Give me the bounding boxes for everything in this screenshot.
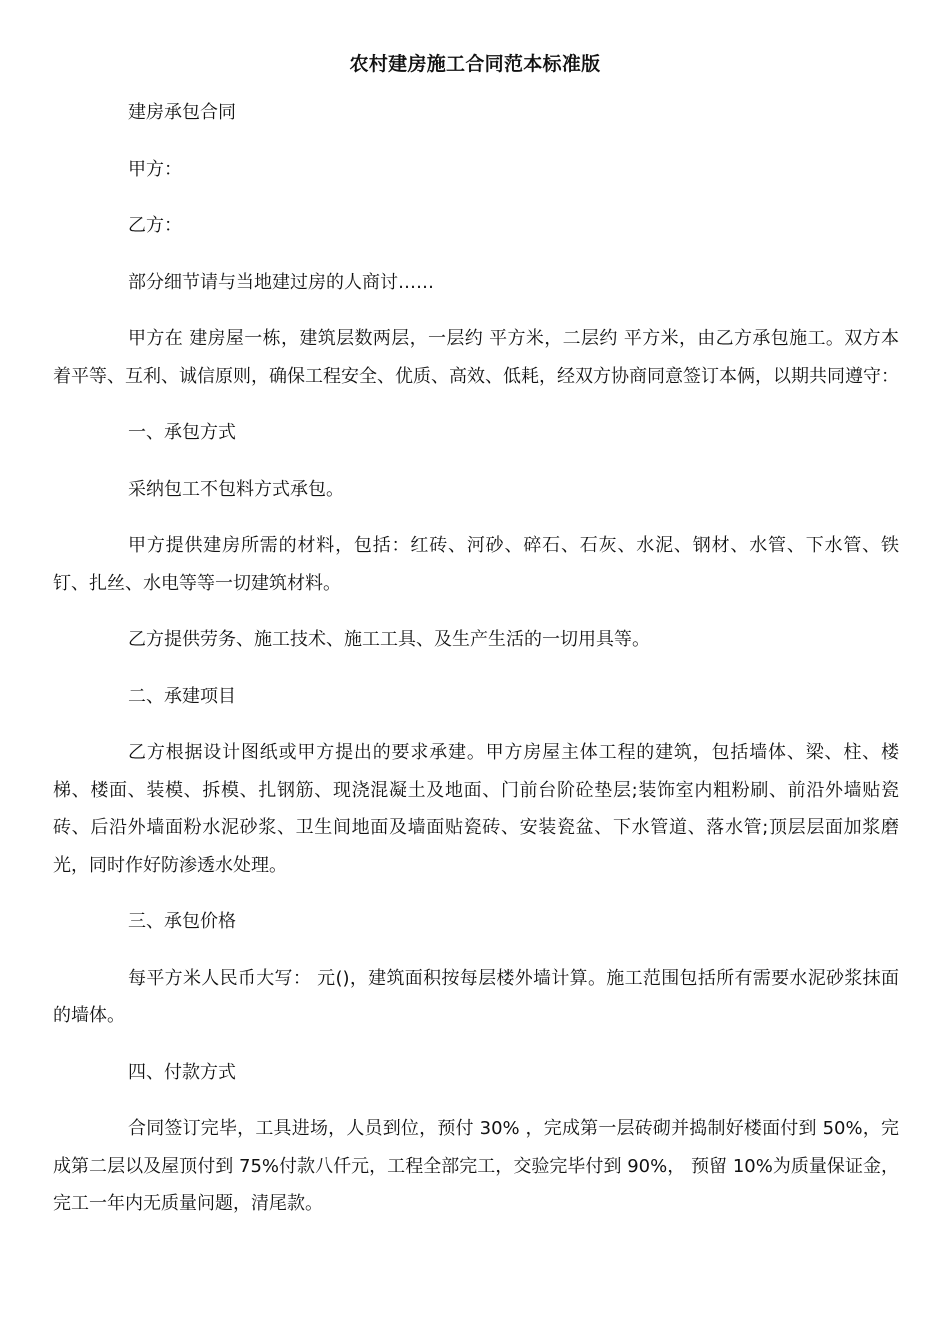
section-heading-contract-method: 一、承包方式 <box>128 422 236 443</box>
section-heading-payment: 四、付款方式 <box>128 1061 236 1083</box>
contract-heading: 建房承包合同 <box>128 102 236 123</box>
section-heading-price: 三、承包价格 <box>128 911 236 932</box>
party-b-line: 乙方： <box>128 215 182 236</box>
document-body <box>53 94 899 1242</box>
section-heading-project: 二、承建项目 <box>128 685 236 707</box>
materials-paragraph: 甲方提供建房所需的材料，包括：红砖、河砂、碎石、石灰、水泥、钢材、水管、下水管、铁钉、扎丝、水电等等一切建筑材料。 <box>53 535 899 594</box>
price-paragraph: 每平方米人民币大写： 元()，建筑面积按每层楼外墙计算。施工范围包括所有需要水泥砂浆抹面的墙体。 <box>53 967 899 1026</box>
project-scope-paragraph: 乙方根据设计图纸或甲方提出的要求承建。甲方房屋主体工程的建筑，包括墙体、梁、柱、楼梯、楼面、装模、拆模、扎钢筋、现浇混凝土及地面、门前台阶砼垫层;装饰室内粗粉刷、前沿外墙贴瓷砖、后沿外墙面粉水泥砂浆、卫生间地面及墙面贴瓷砖、安装瓷盆、下水管道、落水管;顶层层面加浆磨光，同时作好防渗透水处理。 <box>53 742 899 876</box>
labor-paragraph: 乙方提供劳务、施工技术、施工工具、及生产生活的一切用具等。 <box>128 629 650 650</box>
contract-method-paragraph: 采纳包工不包料方式承包。 <box>128 478 344 500</box>
party-a-line: 甲方： <box>128 158 182 180</box>
note-paragraph: 部分细节请与当地建过房的人商讨…… <box>128 271 434 293</box>
document-title: 农村建房施工合同范本标准版 <box>349 53 601 75</box>
intro-paragraph: 甲方在 建房屋一栋，建筑层数两层，一层约 平方米，二层约 平方米，由乙方承包施工。双方本着平等、互利、诚信原则，确保工程安全、优质、高效、低耗，经双方协商同意签订本俩，以期共同遵守： <box>53 328 899 387</box>
payment-paragraph: 合同签订完毕，工具进场，人员到位，预付 30% ，完成第一层砖砌并捣制好楼面付到 50%，完成第二层以及屋顶付到 75%付款八仟元，工程全部完工，交验完毕付到 90%， 预留 10%为质量保证金，完工一年内无质量问题，清尾款。 <box>53 1118 899 1214</box>
